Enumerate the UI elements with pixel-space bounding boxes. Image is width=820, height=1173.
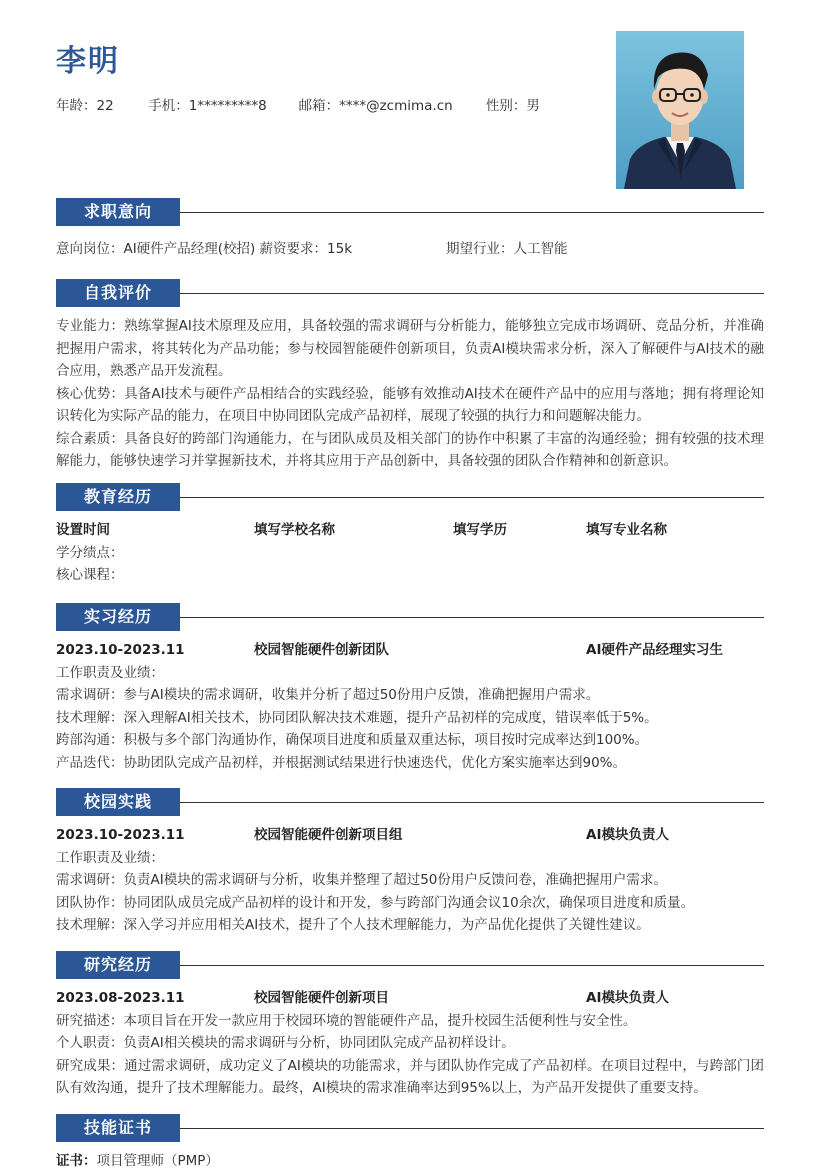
- internship-header: [56, 603, 764, 633]
- internship-time: 2023.10-2023.11: [56, 642, 185, 658]
- section-title: 校园实践: [56, 788, 180, 816]
- research-line: 研究描述：本项目旨在开发一款应用于校园环境的智能硬件产品，提升校园生活便利性与安全性。: [56, 1012, 637, 1029]
- internship-role: AI硬件产品经理实习生: [586, 642, 723, 658]
- education-row: [56, 519, 764, 542]
- job-intent-section: [56, 198, 764, 261]
- gender-label: 性别：: [485, 98, 527, 114]
- campus-line: 技术理解：深入学习并应用相关AI技术，提升了个人技术理解能力，为产品优化提供了关键性建议。: [56, 917, 650, 933]
- research-line: 个人职责：负责AI相关模块的需求调研与分析，协同团队完成产品初样设计。: [56, 1035, 515, 1051]
- section-divider: [180, 212, 764, 213]
- age-label: 年龄：: [56, 98, 97, 114]
- section-title: 技能证书: [56, 1114, 180, 1142]
- gpa-label: 学分绩点：: [56, 544, 124, 561]
- research-row: [56, 987, 764, 1010]
- self-evaluation-section: [56, 279, 764, 473]
- research-time: 2023.08-2023.11: [56, 990, 185, 1006]
- research-result: 研究成果：通过需求调研，成功定义了AI模块的功能需求，并与团队协作完成了产品初样。在项目过程中，与跨部门团队有效沟通，提升了技术理解能力。最终，AI模块的需求准确率达到95%以上，为产品开发提供了重要支持。: [56, 1057, 764, 1096]
- self-eval-paragraph: 综合素质：具备良好的跨部门沟通能力，在与团队成员及相关部门的协作中积累了丰富的沟通经验；拥有较强的技术理解能力，能够快速学习并掌握新技术，并将其应用于产品创新中，具备较强的团队合作精神和创新意识。: [56, 430, 764, 469]
- campus-role: AI模块负责人: [586, 827, 669, 843]
- internship-line: 工作职责及业绩：: [56, 664, 164, 681]
- skills-header: [56, 1114, 764, 1144]
- cert-label: 证书：: [56, 1153, 97, 1169]
- age-info: [56, 94, 144, 114]
- industry-value: 人工智能: [513, 241, 568, 257]
- section-title: 自我评价: [56, 279, 180, 307]
- section-title: 教育经历: [56, 483, 180, 511]
- phone-value: 1*********8: [188, 98, 267, 114]
- campus-practice-header: [56, 788, 764, 818]
- section-divider: [180, 965, 764, 966]
- section-divider: [180, 293, 764, 294]
- self-eval-paragraph: 核心优势：具备AI技术与硬件产品相结合的实践经验，能够有效推动AI技术在硬件产品中的应用与落地；拥有将理论知识转化为实际产品的能力，在项目中协同团队完成产品初样，展现了较强的执行力和问题解决能力。: [56, 385, 764, 424]
- education-school: 填写学校名称: [254, 522, 335, 538]
- campus-time: 2023.10-2023.11: [56, 827, 185, 843]
- self-evaluation-header: [56, 279, 764, 309]
- salary-value: 15k: [327, 241, 353, 257]
- courses-label: 核心课程：: [56, 567, 124, 583]
- intent-position: [56, 238, 352, 261]
- skills-section: [56, 1114, 764, 1173]
- education-major: 填写专业名称: [586, 522, 667, 538]
- intent-industry: [446, 238, 568, 261]
- section-title: 求职意向: [56, 198, 180, 226]
- salary-label: 薪资要求：: [259, 241, 328, 257]
- email-info: [299, 94, 482, 114]
- email-value: ****@zcmima.cn: [339, 98, 453, 114]
- section-title: 研究经历: [56, 951, 180, 979]
- email-label: 邮箱：: [298, 98, 340, 114]
- education-time: 设置时间: [56, 522, 110, 538]
- section-divider: [180, 802, 764, 803]
- self-evaluation-body: [56, 315, 764, 473]
- education-degree: 填写学历: [453, 522, 507, 538]
- self-eval-paragraph: 专业能力：熟练掌握AI技术原理及应用，具备较强的需求调研与分析能力，能够独立完成市场调研、竞品分析，并准确把握用户需求，将其转化为产品功能；参与校园智能硬件创新项目，负责AI模块需求分析，深入了解硬件与AI技术的融合应用，熟悉产品开发流程。: [56, 318, 764, 379]
- basic-info: [56, 94, 540, 114]
- phone-info: [148, 94, 294, 114]
- industry-label: 期望行业：: [446, 241, 514, 257]
- campus-line: 团队协作：协同团队成员完成产品初样的设计和开发，参与跨部门沟通会议10余次，确保项目进度和质量。: [56, 894, 695, 911]
- campus-line: 需求调研：负责AI模块的需求调研与分析，收集并整理了超过50份用户反馈问卷，准确把握用户需求。: [56, 872, 667, 888]
- candidate-name: 李明: [56, 44, 120, 79]
- job-intent-header: [56, 198, 764, 228]
- internship-line: 技术理解：深入理解AI相关技术，协同团队解决技术难题，提升产品初样的完成度，错误率低于5%。: [56, 709, 658, 726]
- internship-line: 跨部沟通：积极与多个部门沟通协作，确保项目进度和质量双重达标，项目按时完成率达到100%。: [56, 732, 649, 748]
- internship-line: 需求调研：参与AI模块的需求调研，收集并分析了超过50份用户反馈，准确把握用户需求。: [56, 687, 600, 703]
- section-title: 实习经历: [56, 603, 180, 631]
- phone-label: 手机：: [148, 98, 189, 114]
- position-label: 意向岗位：: [56, 241, 124, 257]
- section-divider: [180, 1128, 764, 1129]
- intent-row: [56, 238, 764, 261]
- position-value: AI硬件产品经理(校招): [123, 241, 256, 257]
- education-section: [56, 483, 764, 587]
- research-header: [56, 951, 764, 981]
- campus-row: [56, 824, 764, 847]
- cert-line: [56, 1150, 764, 1173]
- profile-photo: [616, 31, 744, 189]
- campus-line: 工作职责及业绩：: [56, 849, 164, 866]
- gender-info: [486, 94, 540, 114]
- education-header: [56, 483, 764, 513]
- campus-org: 校园智能硬件创新项目组: [254, 827, 403, 843]
- internship-section: [56, 603, 764, 774]
- cert-value: 项目管理师（PMP）: [96, 1153, 219, 1169]
- gender-value: 男: [526, 98, 540, 114]
- internship-org: 校园智能硬件创新团队: [254, 642, 389, 658]
- research-section: [56, 951, 764, 1100]
- campus-practice-section: [56, 788, 764, 937]
- age-value: 22: [96, 98, 114, 114]
- internship-row: [56, 639, 764, 662]
- section-divider: [180, 497, 764, 498]
- research-org: 校园智能硬件创新项目: [254, 990, 389, 1006]
- research-role: AI模块负责人: [586, 990, 669, 1006]
- internship-line: 产品迭代：协助团队完成产品初样，并根据测试结果进行快速迭代，优化方案实施率达到90%。: [56, 754, 627, 771]
- section-divider: [180, 617, 764, 618]
